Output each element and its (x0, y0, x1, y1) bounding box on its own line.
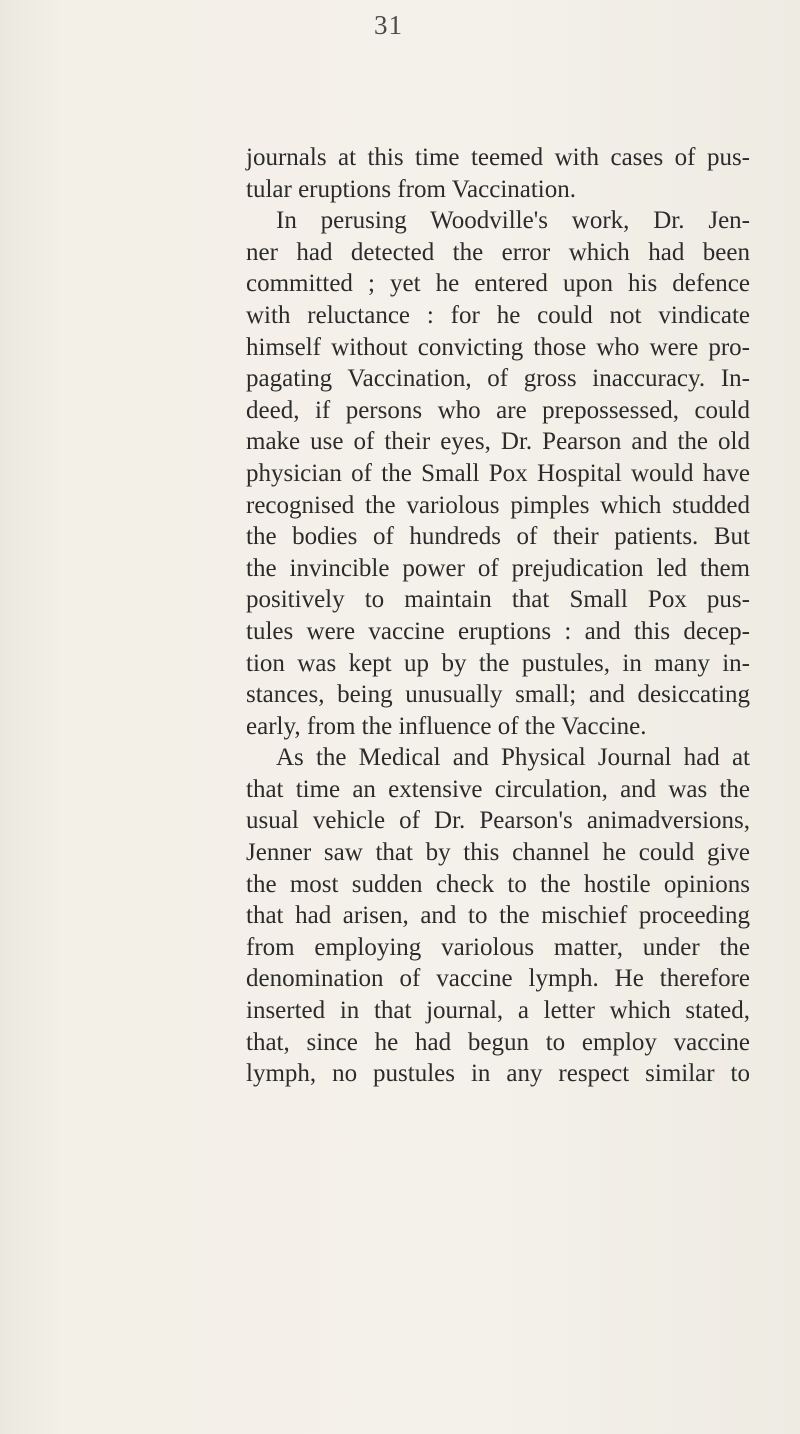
text-line: denomination of vaccine lymph. He therefore (246, 965, 750, 993)
text-line: from employing variolous matter, under the (246, 933, 750, 961)
text-line: recognised the variolous pimples which studded (246, 491, 750, 519)
text-line: physician of the Small Pox Hospital would have (246, 459, 750, 487)
text-line: with reluctance : for he could not vindicate (246, 301, 750, 329)
text-line: lymph, no pustules in any respect similar to (246, 1060, 750, 1088)
text-line: tular eruptions from Vaccination. (246, 175, 577, 203)
text-line: pagating Vaccination, of gross inaccuracy. In- (246, 365, 750, 393)
text-line: positively to maintain that Small Pox pus- (246, 586, 750, 614)
text-line: that, since he had begun to employ vaccine (246, 1028, 750, 1056)
text-line: that had arisen, and to the mischief proceeding (246, 902, 750, 930)
text-line: tion was kept up by the pustules, in many in- (246, 649, 750, 677)
text-line: Jenner saw that by this channel he could give (246, 839, 750, 867)
page-number: 31 (374, 10, 403, 40)
text-line: deed, if persons who are prepossessed, could (246, 396, 750, 424)
text-line: committed ; yet he entered upon his defence (246, 270, 750, 298)
body-text (246, 142, 750, 1090)
text-line: the invincible power of prejudication led them (246, 554, 750, 582)
text-line: make use of their eyes, Dr. Pearson and the old (246, 428, 750, 456)
text-line: ner had detected the error which had been (246, 238, 750, 266)
text-line: the most sudden check to the hostile opinions (246, 870, 750, 898)
text-line: tules were vaccine eruptions : and this decep- (246, 617, 750, 645)
text-line: inserted in that journal, a letter which stated, (246, 997, 750, 1025)
text-line: As the Medical and Physical Journal had at (276, 744, 750, 772)
text-line: usual vehicle of Dr. Pearson's animadversions, (246, 807, 750, 835)
text-line: In perusing Woodville's work, Dr. Jen- (276, 207, 750, 235)
text-line: journals at this time teemed with cases of pus- (246, 144, 750, 171)
text-line: early, from the influence of the Vaccine. (246, 712, 647, 740)
text-line: the bodies of hundreds of their patients. But (246, 523, 750, 551)
text-line: himself without convicting those who were pro- (246, 333, 750, 361)
text-line: stances, being unusually small; and desiccating (246, 681, 750, 709)
text-line: that time an extensive circulation, and was the (246, 775, 750, 803)
